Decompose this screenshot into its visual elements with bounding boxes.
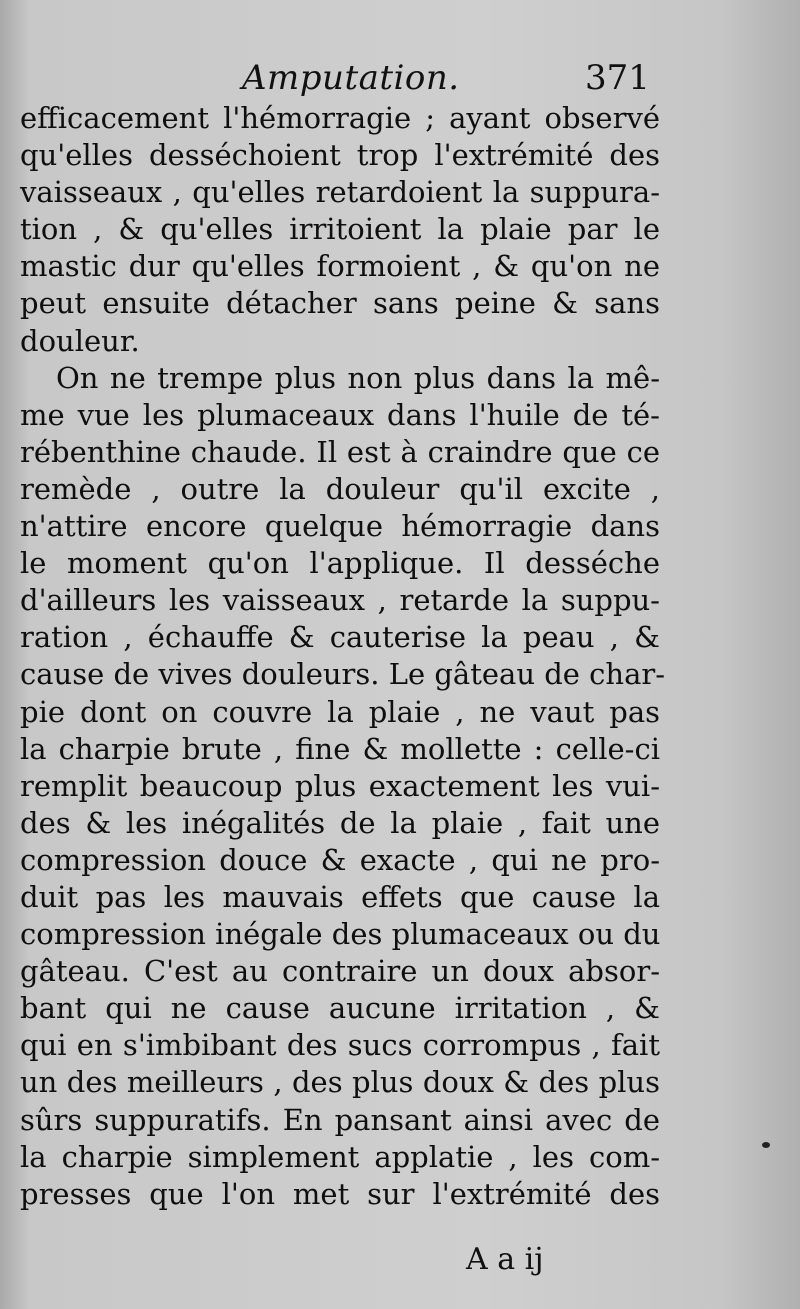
text-line: mastic dur qu'elles formoient , & qu'on ne xyxy=(20,249,660,284)
text-line: gâteau. C'est au contraire un doux absor- xyxy=(20,954,660,989)
text-line: des & les inégalités de la plaie , fait une xyxy=(20,805,660,840)
text-line: n'attire encore quelque hémorragie dans xyxy=(20,509,660,544)
body-text xyxy=(20,100,666,1213)
text-line: douleur. xyxy=(20,323,140,358)
text-line: me vue les plumaceaux dans l'huile de té- xyxy=(20,397,660,432)
text-line: compression douce & exacte , qui ne pro- xyxy=(20,842,660,877)
text-line: pie dont on couvre la plaie , ne vaut pas xyxy=(20,694,660,729)
text-line: le moment qu'on l'applique. Il desséche xyxy=(20,546,660,581)
text-line: remplit beaucoup plus exactement les vui- xyxy=(20,768,660,803)
text-line: vaisseaux , qu'elles retardoient la suppura- xyxy=(20,175,660,210)
running-title: Amputation. xyxy=(242,58,460,98)
text-line: tion , & qu'elles irritoient la plaie par le xyxy=(20,212,660,247)
text-line: ration , échauffe & cauterise la peau , & xyxy=(20,620,660,655)
text-line: d'ailleurs les vaisseaux , retarde la suppu- xyxy=(20,583,660,618)
text-line: remède , outre la douleur qu'il excite , xyxy=(20,471,660,506)
ink-speck xyxy=(762,1142,770,1148)
text-line: rébenthine chaude. Il est à craindre que ce xyxy=(20,434,660,469)
text-line: qui en s'imbibant des sucs corrompus , fait xyxy=(20,1028,660,1063)
text-line: bant qui ne cause aucune irritation , & xyxy=(20,991,660,1026)
text-line: On ne trempe plus non plus dans la mê- xyxy=(56,360,660,395)
text-line: peut ensuite détacher sans peine & sans xyxy=(20,286,660,321)
text-line: efficacement l'hémorragie ; ayant observé xyxy=(20,101,660,135)
text-line: un des meilleurs , des plus doux & des plus xyxy=(20,1065,660,1100)
text-line: la charpie brute , fine & mollette : celle-ci xyxy=(20,731,660,766)
text-line: compression inégale des plumaceaux ou du xyxy=(20,917,661,952)
text-line: cause de vives douleurs. Le gâteau de char- xyxy=(20,657,666,692)
page-number: 371 xyxy=(585,58,650,98)
text-line: sûrs suppuratifs. En pansant ainsi avec de xyxy=(20,1102,660,1137)
text-line: duit pas les mauvais effets que cause la xyxy=(20,879,660,914)
text-line: presses que l'on met sur l'extrémité des xyxy=(20,1176,660,1211)
signature-mark: A a ij xyxy=(466,1242,544,1277)
text-line: qu'elles desséchoient trop l'extrémité des xyxy=(20,138,660,173)
text-line: la charpie simplement applatie , les com- xyxy=(20,1139,660,1174)
